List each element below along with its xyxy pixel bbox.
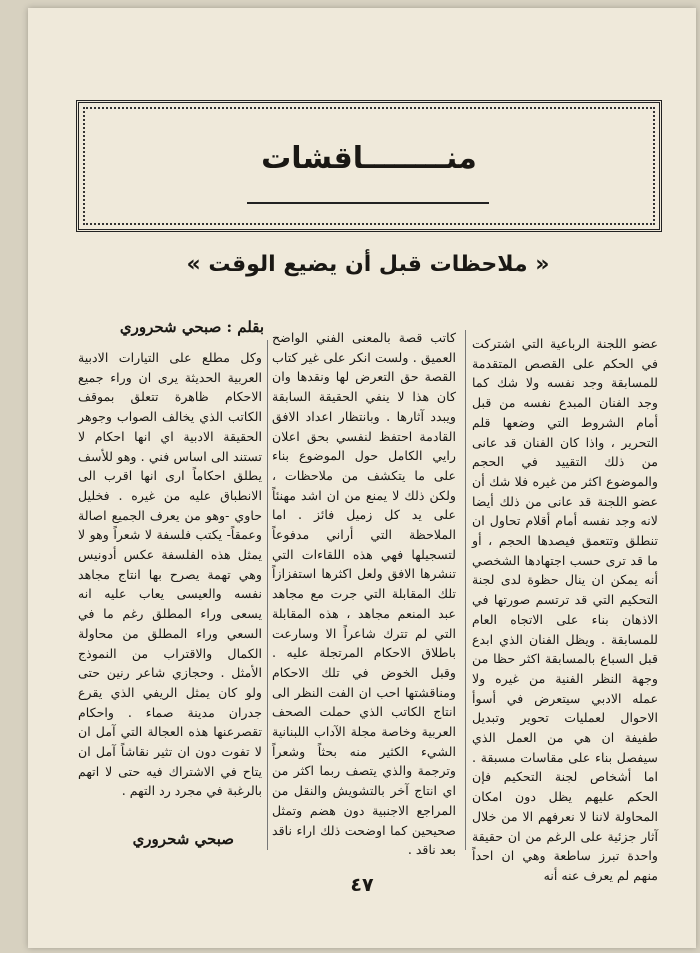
text-column-middle [272,328,456,860]
text-column-left [78,348,262,801]
section-header-frame [76,100,662,232]
column-divider-left [267,340,268,850]
section-title: منــــــــاقشات [261,141,477,176]
column-divider-right [465,330,466,850]
author-byline: بقلم : صبحي شحروري [119,318,264,336]
column-left-text: وكل مطلع على التيارات الادبية العربية الحديثة يرى ان وراء جميع الاحكام ظاهرة تتعلق بموقف الكاتب الذي يخالف الصواب وجوهر الحقيقة الادبية اي انها احكام لا تستند الى اساس فني . وهو للأسف يطلق احكاماً ارى انها اقرب الى الانطباق عليه من غيره . فخليل حاوي -وهو من يعرف الجميع اصالة وعمقاً- يكتب فلسفة لا شعراً وهو لا يمثل هذه الفلسفة عكس أدونيس وهي تهمة يصرح بها انتاج مجاهد نفسه والعيسى يعاب عليه انه يسعى وراء المطلق رغم ما في السعي وراء المطلق من محاولة الكمال والاقتراب من النموذج الأمثل . وحجازي شاعر رنين حتى ولو كان يمثل الريفي الذي يقرع جدران مدينة صماء . واحكام تقصرعنها هذه العجالة التي آمل ان لا تفوت دون ان تثير نقاشاً آمل ان يتاح في الاشتراك فيه حتى لا اتهم بالرغبة في مجرد رد التهم . [78,350,262,799]
author-signature: صبحي شحروري [132,830,234,848]
text-column-right [472,334,658,886]
article-title: « ملاحظات قبل أن يضيع الوقت » [186,252,550,277]
page-number: ٤٧ [350,874,374,896]
title-underline [247,202,489,204]
column-right-text: عضو اللجنة الرباعية التي اشتركت في الحكم على القصص المتقدمة للمسابقة وجد نفسه ولا شك كما وجد الفنان المبدع نفسه من قبل أمام الشروط التي وضعها قلم التحرير ، واذا كان الفنان قد عانى من ذلك التقييد في الحجم والموضوع اكثر من غيره فلا شك أن عضو اللجنة قد عانى من ذلك أيضا لانه وجد نفسه أمام أقلام تحاول ان تنطلق وتتعمق فيصدها الحجم ، أو ما قد ترى حسب اجتهادها الشخصي أنه يمكن ان ينال حظوة لدى لجنة التحكيم التي قد ترتسم صورتها في الاذهان بناء على الاتجاه العام للمسابقة . ويظل الفنان الذي ابدع قبل السباع بالمسابقة اكثر حظا من وجهة النظر الفنية من غيره ولا عمله الادبي سيتعرض في أسوأ الاحوال لعمليات تحوير وتبديل طفيفة ان هي من العمل الذي سيفصل بناء على مقاسات مسبقة . اما أشخاص لجنة التحكيم فإن الحكم عليهم يظل دون امكان المحاولة لاننا لا نعرفهم الا من خلال آثار جزئية على الرغم من ان حقيقة واحدة تبرز ساطعة وهي ان احداً منهم لم يعرف عنه أنه [472,336,658,883]
magazine-page [28,8,696,948]
column-middle-text: كاتب قصة بالمعنى الفني الواضح العميق . ولست انكر على غير كتاب القصة حق التعرض لها ونقدها وان كان هذا لا ينفي الحقيقة السابقة ويبدد آثارها . وبانتظار اعداد الافق القادمة احتفظ لنفسي بحق اعلان رايي الكامل حول الموضوع بناء على ما يتكشف من ملاحظات ، ولكن ذلك لا يمنع من ان اشد مهنئاً على يد كل زميل فائز . اما الملاحظة التي أراني مدفوعاً لتسجيلها فهي هذه اللقاءات التي تنشرها الافق ولعل اكثرها استفزازاً تلك المقابلة التي جرت مع مجاهد عبد المنعم مجاهد ، هذه المقابلة التي لم تترك شاعراً الا وسارعت باطلاق الاحكام المرتجلة عليه . وقبل الخوض في تلك الاحكام ومناقشتها احب ان الفت النظر الى انتاج الكاتب الذي حملت الصحف العربية وخاصة مجلة الآداب اللبنانية الشيء الكثير منه بحثاً وشعراً وترجمة والذي يتصف ربما اكثر من اي انتاج آخر بالتشويش والنقل من المراجع الاجنبية دون هضم وتمثل صحيحين كما اوضحت ذلك اراء ناقد بعد ناقد . [272,330,456,858]
